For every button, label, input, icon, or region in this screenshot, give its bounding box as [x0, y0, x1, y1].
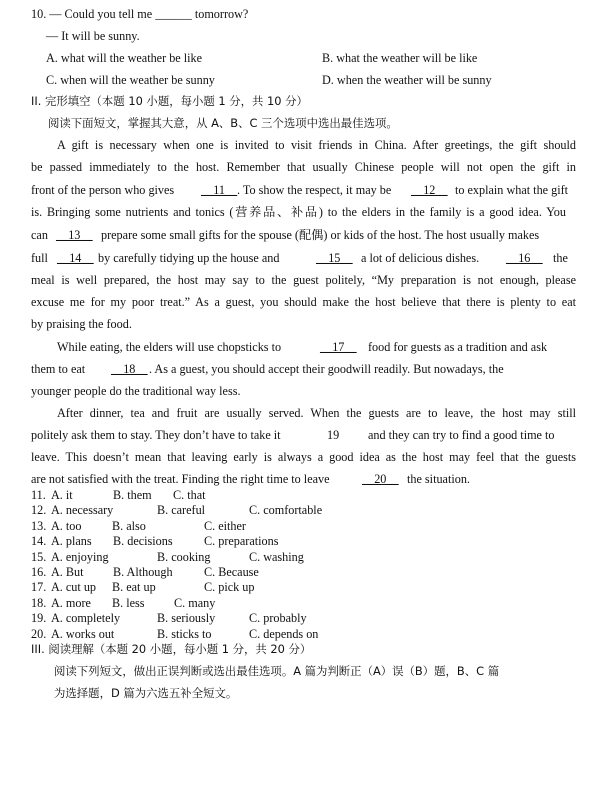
passage-text: the: [553, 251, 568, 265]
passage-line: meal is well prepared, the host may say to the guest politely, “My preparation is not enough, please: [31, 273, 576, 287]
choice-option-c: C. many: [174, 595, 216, 610]
passage-text: them to eat: [31, 362, 86, 376]
choice-option-a: A. enjoying: [51, 549, 109, 564]
choice-option-b: B. seriously: [157, 611, 216, 626]
choice-option-c: C. Because: [204, 565, 259, 579]
passage-text: . As a guest, you should accept their goodwill readily. But nowadays, the: [149, 362, 504, 376]
passage-line: After dinner, tea and fruit are usually served. When the guests are to leave, the host may still: [57, 406, 576, 420]
passage-line: leave. This doesn’t mean that leaving early is always a good idea as the host may feel that the guests: [31, 450, 576, 464]
blank-17: __17__: [320, 340, 357, 354]
passage-text: politely ask them to stay. They don’t have to take it: [31, 428, 281, 442]
blank-11: __11__: [201, 183, 238, 197]
choice-option-b: B. also: [112, 518, 146, 533]
passage-line: younger people do the traditional way less.: [31, 384, 241, 398]
choice-number: 12.: [31, 503, 47, 518]
passage-line: excuse me for my poor treat.” As a guest, you should make the host believe that there is plenty to eat: [31, 295, 576, 309]
blank-18: __18__: [111, 362, 148, 376]
choice-number: 17.: [31, 580, 47, 595]
blank-12: __12__: [411, 183, 448, 197]
passage-text: are not satisfied with the treat. Finding the right time to leave: [31, 472, 330, 486]
choice-option-a: A. works out: [51, 626, 115, 641]
choice-number: 13.: [31, 518, 47, 533]
choice-number: 19.: [31, 611, 47, 626]
choice-option-a: A. completely: [51, 611, 121, 626]
choice-option-b: B. eat up: [112, 580, 156, 595]
section3-heading: III. 阅读理解（本题 20 小题，每小题 1 分，共 20 分）: [31, 642, 312, 656]
passage-line: is. Bringing some nutrients and tonics (营养品、补品) to the elders in the family is a good idea. You: [31, 205, 566, 219]
choice-option-c: C. probably: [249, 611, 307, 626]
choice-option-a: A. But: [51, 565, 84, 579]
blank-13: __13__: [56, 228, 93, 242]
passage-text: . To show the respect, it may be: [237, 183, 392, 197]
choice-option-c: C. comfortable: [249, 503, 323, 518]
passage-text: the situation.: [407, 472, 470, 486]
choice-option-b: B. less: [112, 595, 145, 610]
choice-option-c: C. depends on: [249, 626, 319, 641]
blank-20: __20__: [362, 472, 399, 486]
passage-text: While eating, the elders will use chopsticks to: [57, 340, 282, 354]
passage-text: and they can try to find a good time to: [368, 428, 555, 442]
passage-text: front of the person who gives: [31, 183, 175, 197]
section3-instruction: 为选择题，D 篇为六选五补全短文。: [54, 686, 238, 700]
choice-option-a: A. cut up: [51, 580, 97, 595]
choice-option-c: C. preparations: [204, 534, 279, 549]
passage-text: a lot of delicious dishes.: [361, 251, 480, 265]
choice-option-c: C. that: [173, 488, 206, 502]
choice-number: 16.: [31, 565, 47, 579]
choice-option-c: C. washing: [249, 549, 304, 564]
q10-answer-line: — It will be sunny.: [46, 29, 140, 43]
choice-option-b: B. sticks to: [157, 626, 212, 641]
choice-option-a: A. plans: [51, 534, 92, 549]
choice-option-c: C. either: [204, 518, 246, 533]
choice-option-b: B. decisions: [113, 534, 173, 549]
passage-line: A gift is necessary when one is invited to visit friends in China. After greetings, the gift should: [57, 138, 576, 152]
choice-number: 20.: [31, 626, 47, 641]
passage-text: can: [31, 228, 48, 242]
choice-option-a: A. too: [51, 518, 82, 533]
passage-text: to explain what the gift: [455, 183, 569, 197]
choice-number: 15.: [31, 549, 47, 564]
section3-instruction: 阅读下列短文，做出正误判断或选出最佳选项。A 篇为判断正（A）误（B）题，B、C 篇: [54, 664, 500, 678]
choice-option-a: A. more: [51, 595, 91, 610]
q10-option-c: C. when will the weather be sunny: [46, 73, 215, 87]
blank-15: __15__: [316, 251, 353, 265]
blank-19: 19: [327, 428, 340, 442]
passage-line: by praising the food.: [31, 317, 132, 331]
blank-14: __14__: [57, 251, 94, 265]
q10-option-a: A. what will the weather be like: [46, 51, 203, 65]
choice-option-b: B. them: [113, 488, 152, 502]
choice-option-a: A. necessary: [51, 503, 114, 518]
q10-option-b: B. what the weather will be like: [322, 51, 478, 65]
passage-text: prepare some small gifts for the spouse (配偶) or kids of the host. The host usually makes: [101, 228, 540, 242]
section2-heading: II. 完形填空（本题 10 小题，每小题 1 分，共 10 分）: [31, 94, 308, 108]
choice-option-b: B. cooking: [157, 549, 211, 564]
choice-number: 14.: [31, 534, 47, 549]
q10-option-d: D. when the weather will be sunny: [322, 73, 492, 87]
blank-16: __16__: [506, 251, 543, 265]
passage-text: food for guests as a tradition and ask: [368, 340, 548, 354]
choice-option-b: B. Although: [113, 565, 173, 579]
q10-stem: 10. — Could you tell me ______ tomorrow?: [31, 7, 249, 21]
choice-option-c: C. pick up: [204, 580, 255, 595]
section2-instruction: 阅读下面短文，掌握其大意，从 A、B、C 三个选项中选出最佳选项。: [48, 116, 398, 130]
choice-option-a: A. it: [51, 488, 73, 502]
passage-text: full: [31, 251, 48, 265]
choice-number: 18.: [31, 595, 47, 610]
choice-number: 11.: [31, 488, 46, 502]
passage-line: be passed immediately to the host. Remember that usually Chinese people will not open the gift in: [31, 160, 576, 174]
passage-text: by carefully tidying up the house and: [98, 251, 280, 265]
choice-option-b: B. careful: [157, 503, 206, 518]
